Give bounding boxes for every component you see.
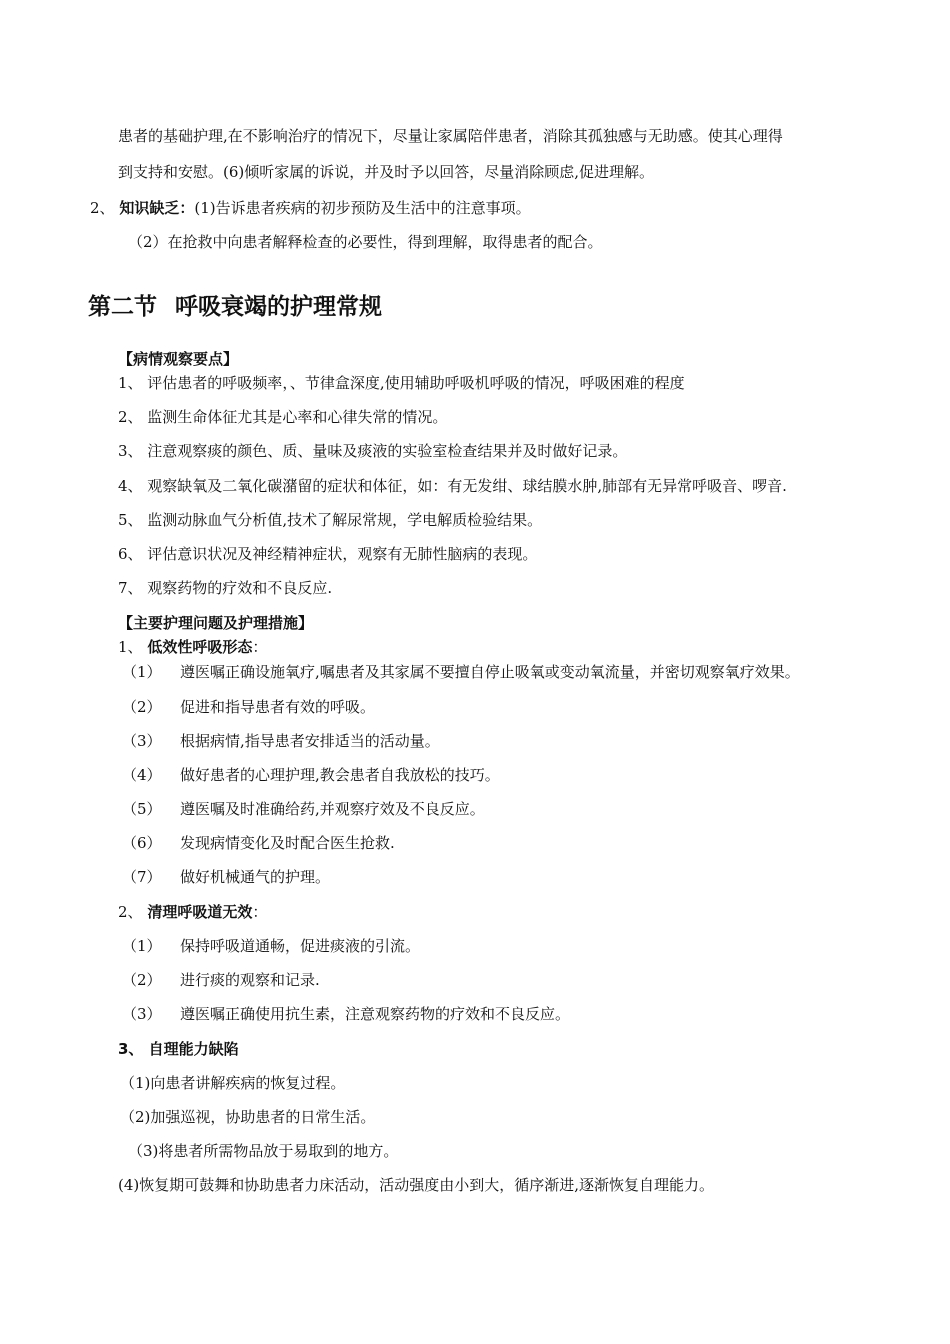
list-item: （2)加强巡视，协助患者的日常生活。 [120, 1108, 376, 1126]
intro-line-2: 到支持和安慰。(6)倾听家属的诉说，并及时予以回答，尽量消除顾虑,促进理解。 [118, 163, 655, 181]
list-item: （6） 发现病情变化及时配合医生抢救. [122, 834, 395, 852]
list-item: （3） 根据病情,指导患者安排适当的活动量。 [122, 732, 440, 750]
problem-number: 1、 [118, 638, 143, 656]
problem-2-heading [118, 902, 267, 922]
nursing-header: 【主要护理问题及护理措施】 [118, 614, 314, 632]
knowledge-deficit-line-2: （2）在抢救中向患者解释检查的必要性，得到理解，取得患者的配合。 [128, 233, 603, 251]
section-number: 第二节 [88, 294, 157, 320]
observation-item: 1、 评估患者的呼吸频率，、节律盒深度,使用辅助呼吸机呼吸的情况，呼吸困难的程度 [118, 374, 685, 392]
list-item: （1） 遵医嘱正确设施氧疗,嘱患者及其家属不要擅自停止吸氧或变动氧流量，并密切观察氧疗效果。 [122, 663, 800, 681]
item-number: 2、 [90, 199, 115, 217]
observation-item: 6、 评估意识状况及神经精神症状，观察有无肺性脑病的表现。 [118, 545, 538, 563]
problem-1-heading [118, 637, 267, 657]
problem-label: 自理能力缺陷 [148, 1040, 239, 1058]
problem-colon: ： [252, 903, 268, 921]
list-item: （1） 保持呼吸道通畅，促进痰液的引流。 [122, 937, 421, 955]
section-title: 呼吸衰竭的护理常规 [175, 294, 382, 320]
observation-item: 2、 监测生命体征尤其是心率和心律失常的情况。 [118, 408, 448, 426]
item-text: (1)告诉患者疾病的初步预防及生活中的注意事项。 [194, 199, 531, 217]
list-item: （3） 遵医嘱正确使用抗生素，注意观察药物的疗效和不良反应。 [122, 1005, 571, 1023]
problem-3-heading [118, 1039, 239, 1059]
observation-header: 【病情观察要点】 [118, 350, 239, 368]
problem-label: 清理呼吸道无效 [147, 903, 253, 921]
list-item: （3)将患者所需物品放于易取到的地方。 [128, 1142, 399, 1160]
problem-label: 低效性呼吸形态 [147, 638, 253, 656]
list-item: （5） 遵医嘱及时准确给药,并观察疗效及不良反应。 [122, 800, 485, 818]
observation-item: 7、 观察药物的疗效和不良反应. [118, 579, 333, 597]
observation-item: 3、 注意观察痰的颜色、质、量味及痰液的实验室检查结果并及时做好记录。 [118, 442, 628, 460]
section-heading [88, 290, 382, 324]
problem-number: 2、 [118, 903, 143, 921]
knowledge-deficit-item [90, 198, 531, 218]
list-item: (4)恢复期可鼓舞和协助患者力床活动，活动强度由小到大，循序渐进,逐渐恢复自理能力。 [118, 1176, 715, 1194]
problem-colon: ： [252, 638, 268, 656]
item-label: 知识缺乏： [119, 199, 195, 217]
list-item: （7） 做好机械通气的护理。 [122, 868, 331, 886]
problem-number: 3、 [118, 1040, 144, 1058]
observation-item: 5、 监测动脉血气分析值,技术了解尿常规，学电解质检验结果。 [118, 511, 543, 529]
list-item: （2） 促进和指导患者有效的呼吸。 [122, 698, 376, 716]
observation-item: 4、 观察缺氧及二氧化碳潴留的症状和体征，如：有无发绀、球结膜水肿,肺部有无异常呼吸音、啰音. [118, 477, 787, 495]
list-item: （1)向患者讲解疾病的恢复过程。 [120, 1074, 346, 1092]
intro-line-1: 患者的基础护理,在不影响治疗的情况下，尽量让家属陪伴患者，消除其孤独感与无助感。使其心理得 [118, 127, 783, 145]
list-item: （2） 进行痰的观察和记录. [122, 971, 320, 989]
list-item: （4） 做好患者的心理护理,教会患者自我放松的技巧。 [122, 766, 500, 784]
